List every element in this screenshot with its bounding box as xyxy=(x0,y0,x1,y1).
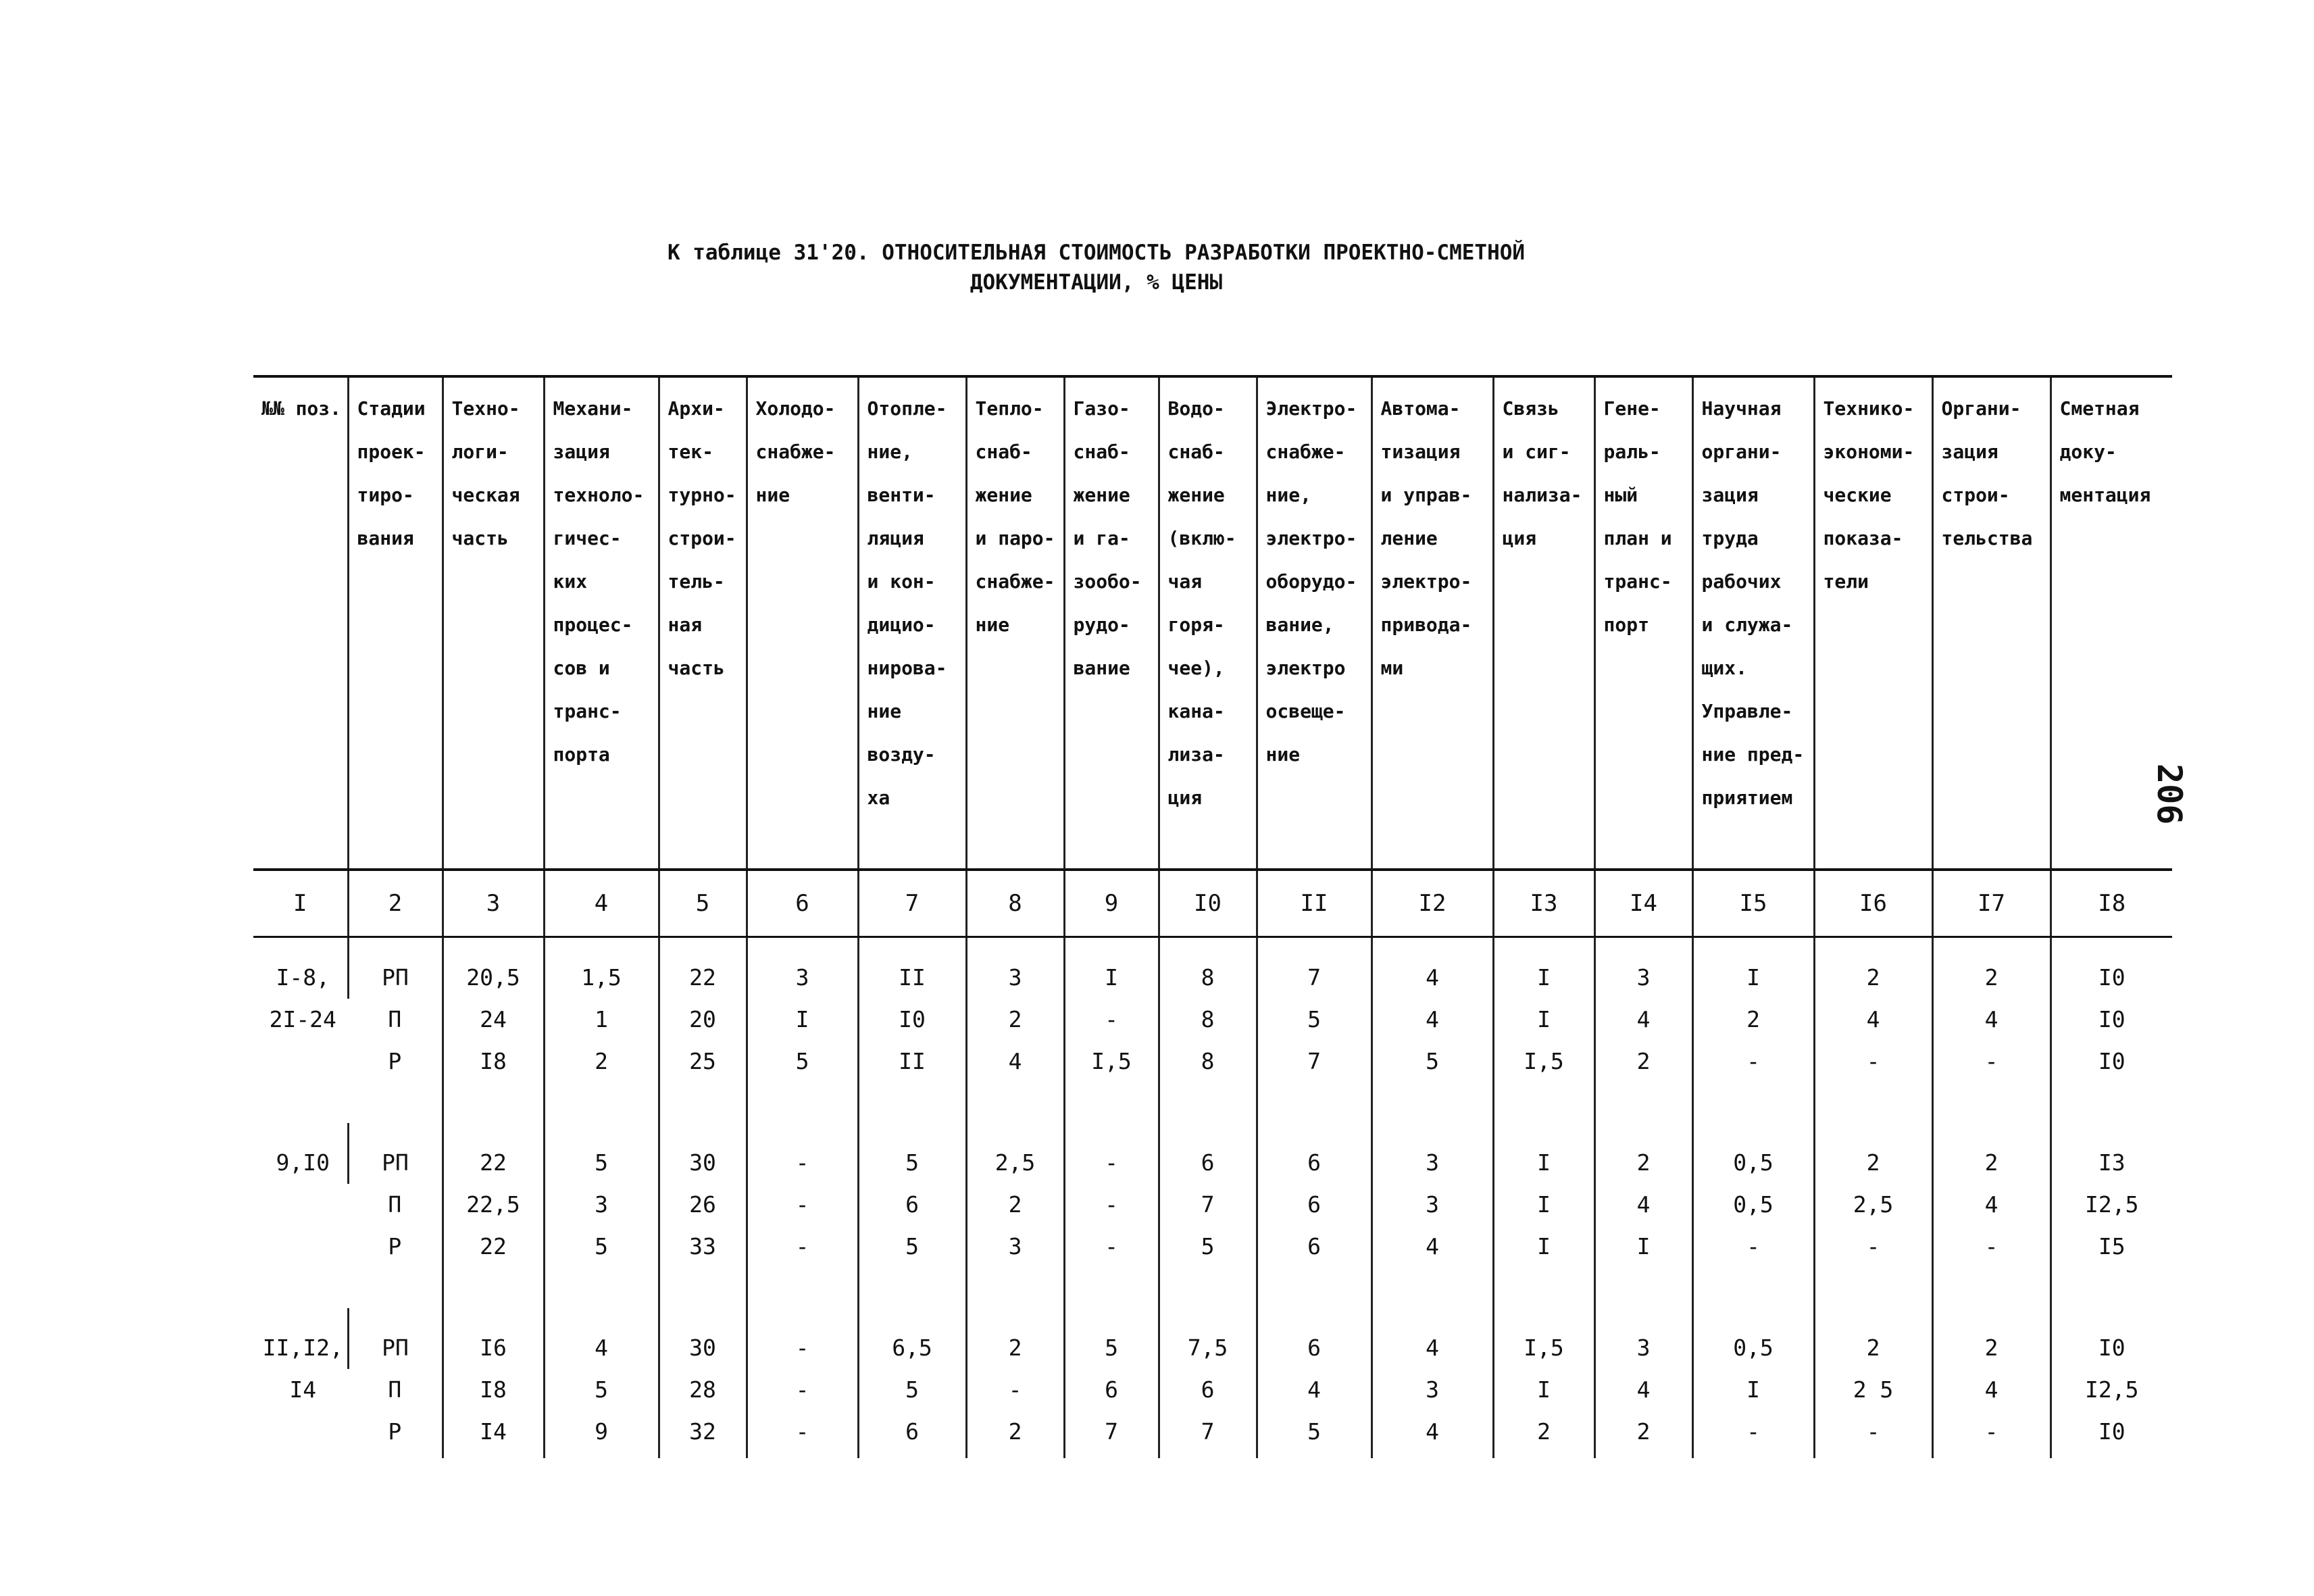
col-header-4: Механи- зация техноло- гичес- ких процес- сов и транс- порта xyxy=(544,376,659,870)
value-cell: 0,5 xyxy=(1692,1184,1814,1226)
value-cell: 9 xyxy=(544,1411,659,1458)
column-number: I8 xyxy=(2051,870,2172,937)
value-cell: 8 xyxy=(1159,937,1257,999)
value-cell: 2 xyxy=(1594,1123,1692,1184)
value-cell: 6 xyxy=(1064,1369,1159,1411)
value-cell: - xyxy=(1064,1123,1159,1184)
value-cell: I xyxy=(1493,937,1594,999)
title-line-1: К таблице 31'20. ОТНОСИТЕЛЬНАЯ СТОИМОСТЬ РАЗРАБОТКИ ПРОЕКТНО-СМЕТНОЙ xyxy=(667,241,1526,265)
value-cell: 2 xyxy=(1594,1411,1692,1458)
value-cell: 6 xyxy=(1257,1308,1372,1369)
cost-table xyxy=(253,375,2172,1458)
value-cell: 5 xyxy=(747,1041,858,1123)
value-cell: 4 xyxy=(1257,1369,1372,1411)
value-cell: 6 xyxy=(858,1411,966,1458)
value-cell: 32 xyxy=(659,1411,747,1458)
value-cell: 2 xyxy=(1932,1123,2051,1184)
value-cell: II xyxy=(858,1041,966,1123)
table-row xyxy=(253,1411,2172,1458)
value-cell: 2,5 xyxy=(1814,1184,1932,1226)
value-cell: I xyxy=(1493,1184,1594,1226)
value-cell: I xyxy=(1493,1123,1594,1184)
value-cell: I xyxy=(1493,1369,1594,1411)
value-cell: - xyxy=(747,1308,858,1369)
value-cell: 22 xyxy=(443,1226,544,1308)
value-cell: I xyxy=(1692,1369,1814,1411)
value-cell: - xyxy=(1814,1226,1932,1308)
value-cell: 3 xyxy=(1372,1184,1493,1226)
table-row xyxy=(253,999,2172,1041)
column-number: 6 xyxy=(747,870,858,937)
value-cell: I0 xyxy=(858,999,966,1041)
value-cell: - xyxy=(966,1369,1064,1411)
value-cell: I xyxy=(1493,999,1594,1041)
title-line-2: ДОКУМЕНТАЦИИ, % ЦЕНЫ xyxy=(970,270,1223,295)
value-cell: 7 xyxy=(1159,1411,1257,1458)
value-cell: - xyxy=(747,1226,858,1308)
value-cell: I,5 xyxy=(1493,1041,1594,1123)
col-header-17: Органи- зация строи- тельства xyxy=(1932,376,2051,870)
column-number: I7 xyxy=(1932,870,2051,937)
value-cell: 4 xyxy=(1372,999,1493,1041)
value-cell: I0 xyxy=(2051,1041,2172,1123)
column-number: 3 xyxy=(443,870,544,937)
value-cell: 7,5 xyxy=(1159,1308,1257,1369)
value-cell: 4 xyxy=(1814,999,1932,1041)
col-header-11: Электро- снабже- ние, электро- оборудо- вание, электро освеще- ние xyxy=(1257,376,1372,870)
value-cell: 8 xyxy=(1159,999,1257,1041)
value-cell: - xyxy=(1932,1041,2051,1123)
value-cell: 4 xyxy=(544,1308,659,1369)
value-cell: 4 xyxy=(1372,1226,1493,1308)
stage-cell: Р xyxy=(388,1048,402,1074)
value-cell: 6 xyxy=(1159,1369,1257,1411)
col-header-7: Отопле- ние, венти- ляция и кон- дицио- нирова- ние возду- ха xyxy=(858,376,966,870)
value-cell: 3 xyxy=(1594,937,1692,999)
value-cell: 6 xyxy=(1159,1123,1257,1184)
value-cell: 6,5 xyxy=(858,1308,966,1369)
value-cell: 4 xyxy=(1372,1411,1493,1458)
value-cell: - xyxy=(747,1369,858,1411)
value-cell: 4 xyxy=(1372,1308,1493,1369)
value-cell: 28 xyxy=(659,1369,747,1411)
value-cell: 33 xyxy=(659,1226,747,1308)
value-cell: 5 xyxy=(858,1226,966,1308)
col-header-13: Связь и сиг- нализа- ция xyxy=(1493,376,1594,870)
value-cell: 7 xyxy=(1064,1411,1159,1458)
value-cell: 5 xyxy=(544,1226,659,1308)
value-cell: 30 xyxy=(659,1308,747,1369)
col-header-1: №№ поз. xyxy=(253,376,348,870)
value-cell: 22,5 xyxy=(443,1184,544,1226)
value-cell: 3 xyxy=(1372,1123,1493,1184)
column-number: I3 xyxy=(1493,870,1594,937)
value-cell: 4 xyxy=(966,1041,1064,1123)
value-cell: I,5 xyxy=(1064,1041,1159,1123)
value-cell: 5 xyxy=(544,1369,659,1411)
position-group xyxy=(253,937,2172,1124)
column-number: I2 xyxy=(1372,870,1493,937)
value-cell: 3 xyxy=(966,937,1064,999)
table-row xyxy=(253,1226,2172,1308)
column-number: I4 xyxy=(1594,870,1692,937)
stage-cell: П xyxy=(388,1006,402,1032)
value-cell: - xyxy=(1064,999,1159,1041)
value-cell: 2 xyxy=(1932,1308,2051,1369)
column-number: I5 xyxy=(1692,870,1814,937)
value-cell: I0 xyxy=(2051,1411,2172,1458)
position-group xyxy=(253,1123,2172,1308)
position-cell: 9,I0 xyxy=(276,1149,330,1176)
value-cell: 8 xyxy=(1159,1041,1257,1123)
value-cell: 24 xyxy=(443,999,544,1041)
col-header-16: Технико- экономи- ческие показа- тели xyxy=(1814,376,1932,870)
value-cell: - xyxy=(1692,1041,1814,1123)
value-cell: - xyxy=(1692,1226,1814,1308)
value-cell: 2 xyxy=(1932,937,2051,999)
value-cell: 2 xyxy=(544,1041,659,1123)
table-row xyxy=(253,937,2172,999)
col-header-3: Техно- логи- ческая часть xyxy=(443,376,544,870)
stage-cell: РП xyxy=(348,1123,443,1184)
value-cell: II xyxy=(858,937,966,999)
column-number: 7 xyxy=(858,870,966,937)
value-cell: 1 xyxy=(544,999,659,1041)
value-cell: 2 xyxy=(1594,1041,1692,1123)
value-cell: - xyxy=(1692,1411,1814,1458)
value-cell: - xyxy=(1814,1411,1932,1458)
document-title xyxy=(0,238,2192,297)
col-header-9: Газо- снаб- жение и га- зообо- рудо- вание xyxy=(1064,376,1159,870)
value-cell: 7 xyxy=(1257,937,1372,999)
position-cell: II,I2, I4 xyxy=(262,1335,343,1403)
stage-cell: Р xyxy=(388,1233,402,1260)
value-cell: I2,5 xyxy=(2051,1369,2172,1411)
value-cell: - xyxy=(747,1123,858,1184)
position-group xyxy=(253,1308,2172,1458)
value-cell: 2 xyxy=(966,1411,1064,1458)
value-cell: 1,5 xyxy=(544,937,659,999)
column-number: 4 xyxy=(544,870,659,937)
column-number: I6 xyxy=(1814,870,1932,937)
value-cell: 4 xyxy=(1594,999,1692,1041)
value-cell: 2 xyxy=(966,1184,1064,1226)
header-row xyxy=(253,376,2172,870)
stage-cell: П xyxy=(388,1376,402,1403)
table-row xyxy=(253,1184,2172,1226)
table-row xyxy=(253,1369,2172,1411)
col-header-18: Сметная доку- ментация xyxy=(2051,376,2172,870)
value-cell: 20 xyxy=(659,999,747,1041)
col-header-15: Научная органи- зация труда рабочих и служа- щих. Управле- ние пред- приятием xyxy=(1692,376,1814,870)
value-cell: 2 xyxy=(966,999,1064,1041)
value-cell: I xyxy=(1594,1226,1692,1308)
value-cell: 3 xyxy=(966,1226,1064,1308)
value-cell: I8 xyxy=(443,1041,544,1123)
column-number: II xyxy=(1257,870,1372,937)
value-cell: 5 xyxy=(1257,1411,1372,1458)
value-cell: 5 xyxy=(858,1369,966,1411)
col-header-8: Тепло- снаб- жение и паро- снабже- ние xyxy=(966,376,1064,870)
col-header-14: Гене- раль- ный план и транс- порт xyxy=(1594,376,1692,870)
value-cell: 5 xyxy=(1257,999,1372,1041)
col-header-12: Автома- тизация и управ- ление электро- привода- ми xyxy=(1372,376,1493,870)
value-cell: I xyxy=(747,999,858,1041)
value-cell: I xyxy=(1493,1226,1594,1308)
stage-cell: П xyxy=(388,1191,402,1218)
value-cell: 5 xyxy=(1064,1308,1159,1369)
value-cell: 2 5 xyxy=(1814,1369,1932,1411)
value-cell: 20,5 xyxy=(443,937,544,999)
value-cell: I0 xyxy=(2051,937,2172,999)
column-number: 8 xyxy=(966,870,1064,937)
value-cell: 2 xyxy=(1814,937,1932,999)
stage-cell: Р xyxy=(388,1418,402,1445)
stage-cell: РП xyxy=(348,1308,443,1369)
value-cell: 7 xyxy=(1159,1184,1257,1226)
position-cell: I-8, 2I-24 xyxy=(269,964,336,1032)
value-cell: 2 xyxy=(1692,999,1814,1041)
value-cell: I8 xyxy=(443,1369,544,1411)
value-cell: 22 xyxy=(659,937,747,999)
value-cell: 3 xyxy=(747,937,858,999)
col-header-5: Архи- тек- турно- строи- тель- ная часть xyxy=(659,376,747,870)
value-cell: - xyxy=(1064,1226,1159,1308)
value-cell: - xyxy=(1064,1184,1159,1226)
table-row xyxy=(253,1041,2172,1123)
value-cell: 26 xyxy=(659,1184,747,1226)
value-cell: I5 xyxy=(2051,1226,2172,1308)
value-cell: 25 xyxy=(659,1041,747,1123)
value-cell: I0 xyxy=(2051,999,2172,1041)
value-cell: 0,5 xyxy=(1692,1308,1814,1369)
value-cell: 4 xyxy=(1594,1184,1692,1226)
value-cell: 2,5 xyxy=(966,1123,1064,1184)
value-cell: 4 xyxy=(1932,999,2051,1041)
value-cell: I xyxy=(1064,937,1159,999)
value-cell: 5 xyxy=(858,1123,966,1184)
column-number: I xyxy=(253,870,348,937)
value-cell: - xyxy=(747,1184,858,1226)
value-cell: - xyxy=(1932,1226,2051,1308)
value-cell: 4 xyxy=(1932,1369,2051,1411)
value-cell: I,5 xyxy=(1493,1308,1594,1369)
value-cell: 2 xyxy=(1493,1411,1594,1458)
table-row xyxy=(253,1308,2172,1369)
value-cell: 6 xyxy=(1257,1226,1372,1308)
value-cell: 5 xyxy=(544,1123,659,1184)
value-cell: 2 xyxy=(1814,1123,1932,1184)
value-cell: 22 xyxy=(443,1123,544,1184)
value-cell: I4 xyxy=(443,1411,544,1458)
column-number-row xyxy=(253,870,2172,937)
value-cell: 2 xyxy=(966,1308,1064,1369)
value-cell: 3 xyxy=(1594,1308,1692,1369)
value-cell: 30 xyxy=(659,1123,747,1184)
value-cell: 4 xyxy=(1932,1184,2051,1226)
col-header-10: Водо- снаб- жение (вклю- чая горя- чее), кана- лиза- ция xyxy=(1159,376,1257,870)
value-cell: - xyxy=(1932,1411,2051,1458)
value-cell: 3 xyxy=(544,1184,659,1226)
value-cell: - xyxy=(1814,1041,1932,1123)
column-number: I0 xyxy=(1159,870,1257,937)
value-cell: 7 xyxy=(1257,1041,1372,1123)
column-number: 5 xyxy=(659,870,747,937)
col-header-6: Холодо- снабже- ние xyxy=(747,376,858,870)
column-number: 9 xyxy=(1064,870,1159,937)
value-cell: 6 xyxy=(858,1184,966,1226)
value-cell: - xyxy=(747,1411,858,1458)
value-cell: 6 xyxy=(1257,1123,1372,1184)
value-cell: I6 xyxy=(443,1308,544,1369)
value-cell: 5 xyxy=(1372,1041,1493,1123)
value-cell: I3 xyxy=(2051,1123,2172,1184)
stage-cell: РП xyxy=(348,937,443,999)
col-header-2: Стадии проек- тиро- вания xyxy=(348,376,443,870)
value-cell: 2 xyxy=(1814,1308,1932,1369)
value-cell: 0,5 xyxy=(1692,1123,1814,1184)
value-cell: I2,5 xyxy=(2051,1184,2172,1226)
value-cell: 4 xyxy=(1594,1369,1692,1411)
page-number: 206 xyxy=(2150,764,2189,825)
value-cell: I xyxy=(1692,937,1814,999)
value-cell: 4 xyxy=(1372,937,1493,999)
value-cell: I0 xyxy=(2051,1308,2172,1369)
value-cell: 3 xyxy=(1372,1369,1493,1411)
table-row xyxy=(253,1123,2172,1184)
value-cell: 5 xyxy=(1159,1226,1257,1308)
value-cell: 6 xyxy=(1257,1184,1372,1226)
column-number: 2 xyxy=(348,870,443,937)
